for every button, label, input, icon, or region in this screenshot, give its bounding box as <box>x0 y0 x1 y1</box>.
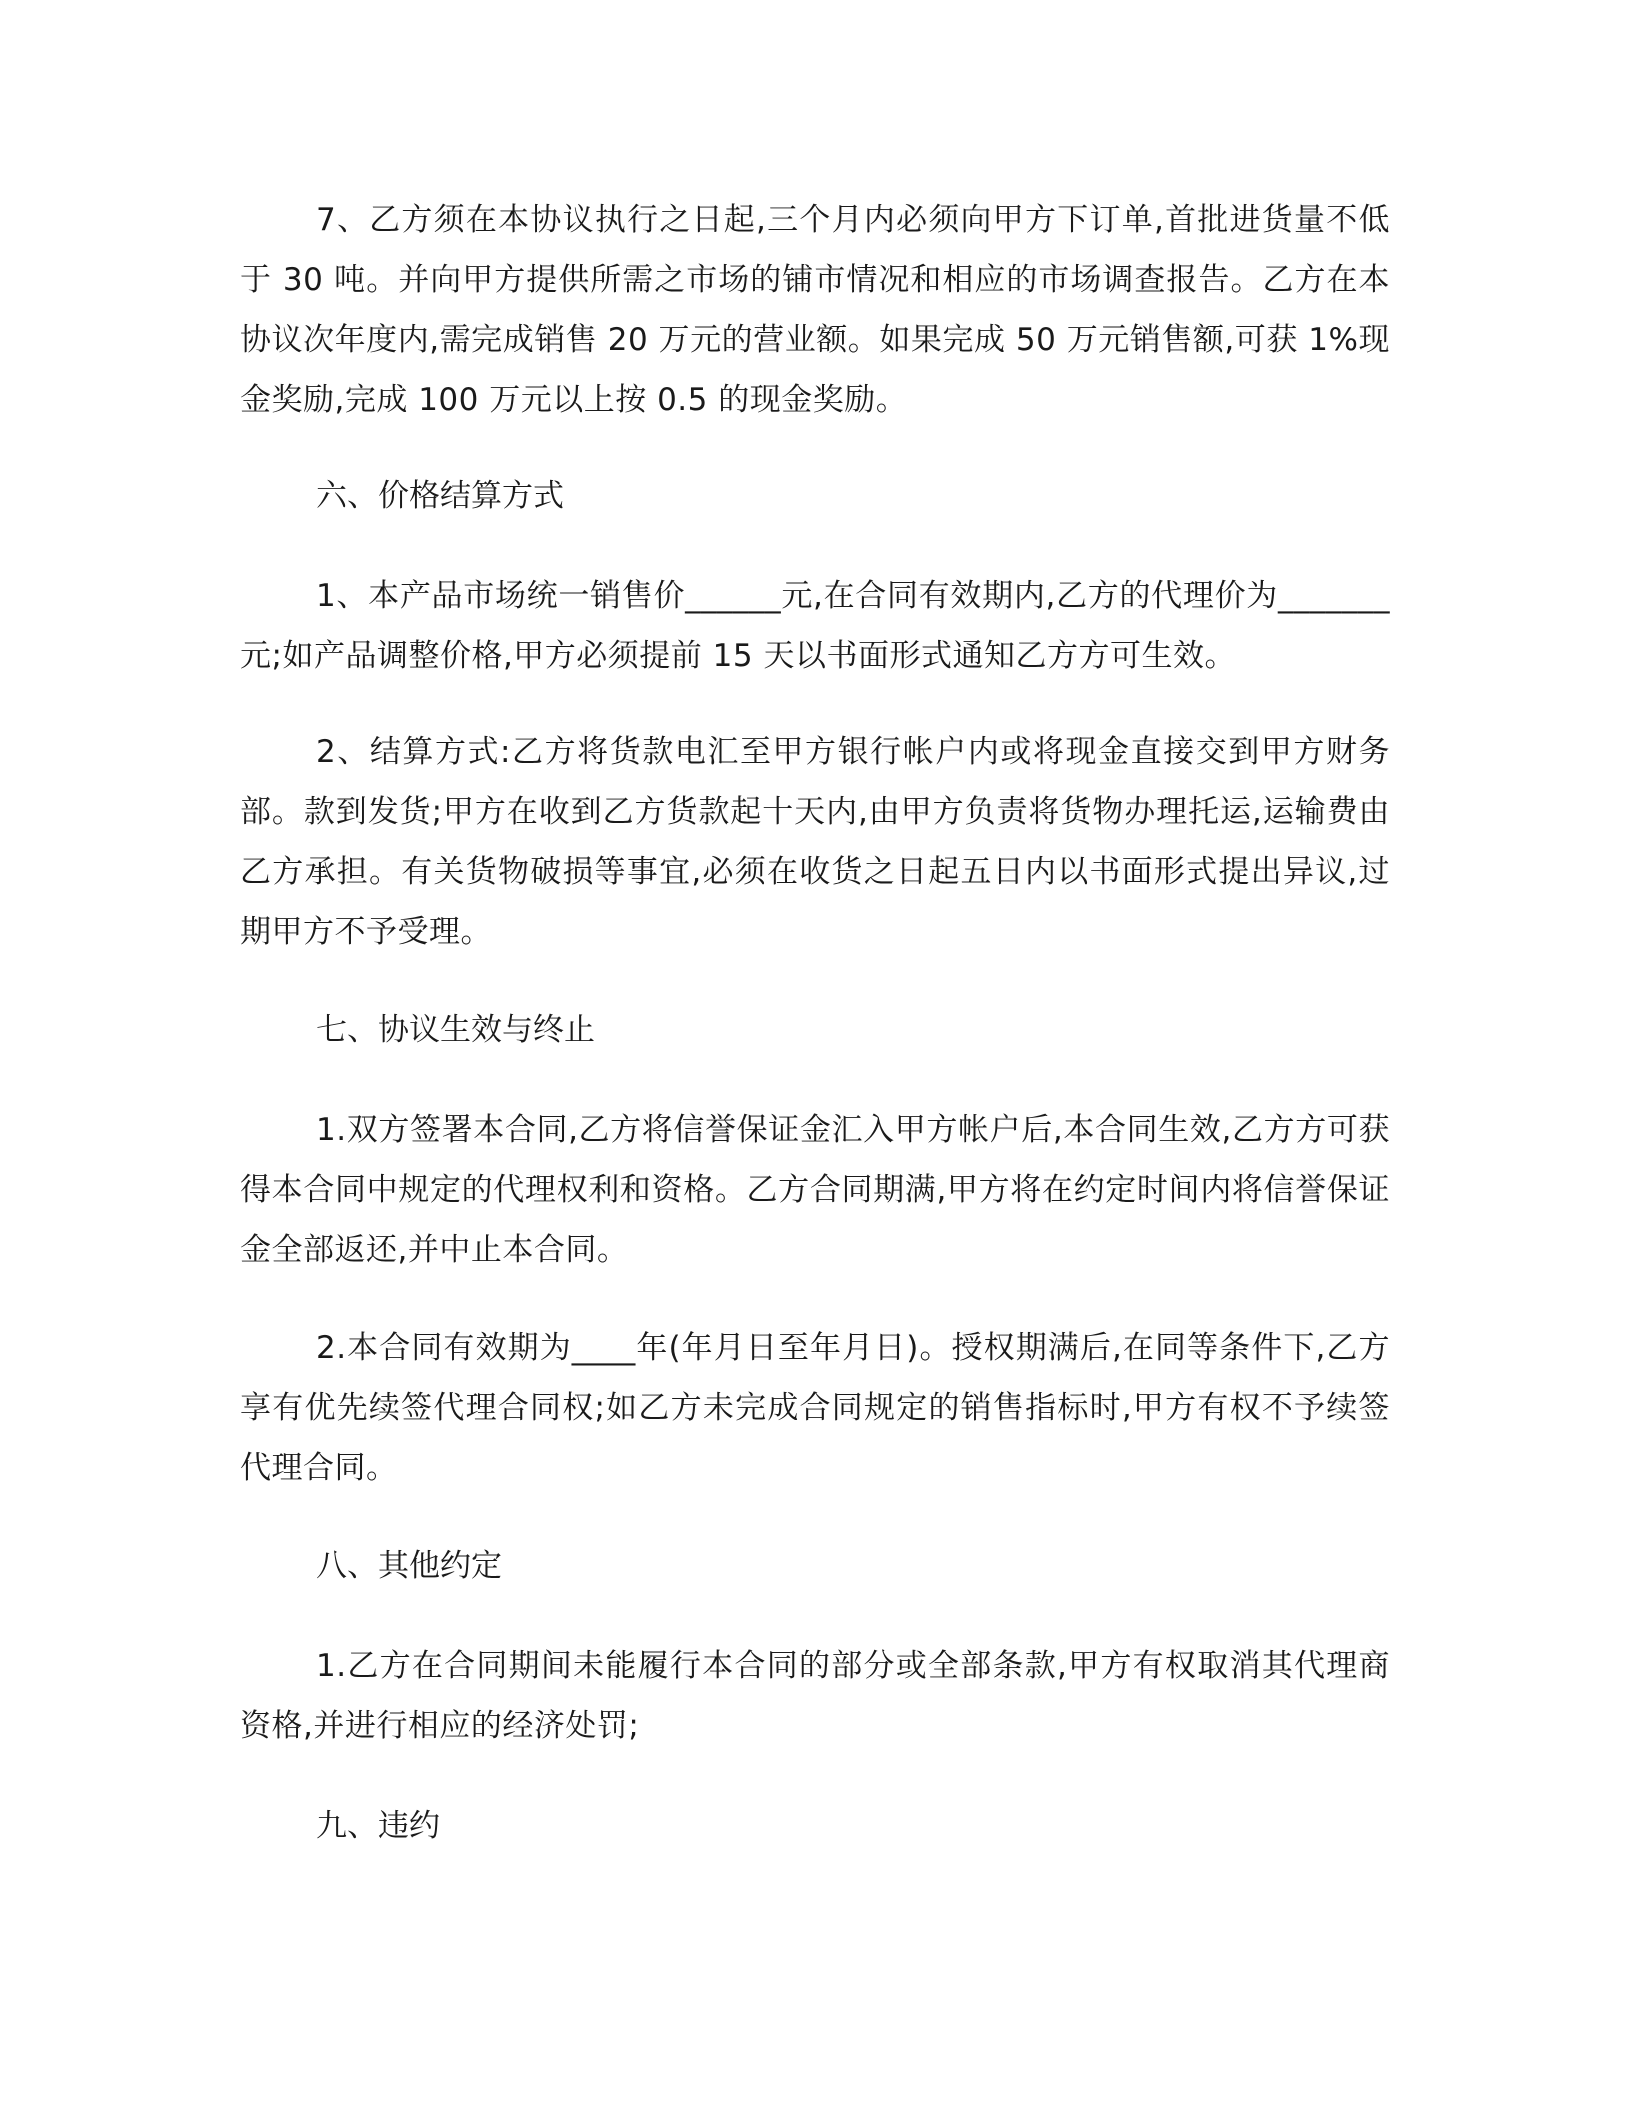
section-heading-7: 七、协议生效与终止 <box>316 1012 595 1048</box>
paragraph-6-1: 1、本产品市场统一销售价______元,在合同有效期内,乙方的代理价为_______元;如产品调整价格,甲方必须提前 15 天以书面形式通知乙方方可生效。 <box>240 578 1390 674</box>
paragraph-7-1: 1.双方签署本合同,乙方将信誉保证金汇入甲方帐户后,本合同生效,乙方方可获得本合同中规定的代理权利和资格。乙方合同期满,甲方将在约定时间内将信誉保证金全部返还,并中止本合同。 <box>240 1112 1390 1268</box>
paragraph-8-1: 1.乙方在合同期间未能履行本合同的部分或全部条款,甲方有权取消其代理商资格,并进行相应的经济处罚; <box>240 1648 1390 1744</box>
paragraph-7-2: 2.本合同有效期为____年(年月日至年月日)。授权期满后,在同等条件下,乙方享有优先续签代理合同权;如乙方未完成合同规定的销售指标时,甲方有权不予续签代理合同。 <box>240 1330 1390 1486</box>
paragraph-7: 7、乙方须在本协议执行之日起,三个月内必须向甲方下订单,首批进货量不低于 30 吨。并向甲方提供所需之市场的铺市情况和相应的市场调查报告。乙方在本协议次年度内,需完成销售 20 万元的营业额。如果完成 50 万元销售额,可获 1%现金奖励,完成 100 万元以上按 0.5 的现金奖励。 <box>240 202 1390 418</box>
section-heading-8: 八、其他约定 <box>316 1548 502 1584</box>
section-heading-6: 六、价格结算方式 <box>316 478 564 514</box>
section-heading-9: 九、违约 <box>316 1808 440 1844</box>
paragraph-6-2: 2、结算方式:乙方将货款电汇至甲方银行帐户内或将现金直接交到甲方财务部。款到发货;甲方在收到乙方货款起十天内,由甲方负责将货物办理托运,运输费由乙方承担。有关货物破损等事宜,必须在收货之日起五日内以书面形式提出异议,过期甲方不予受理。 <box>240 734 1390 950</box>
